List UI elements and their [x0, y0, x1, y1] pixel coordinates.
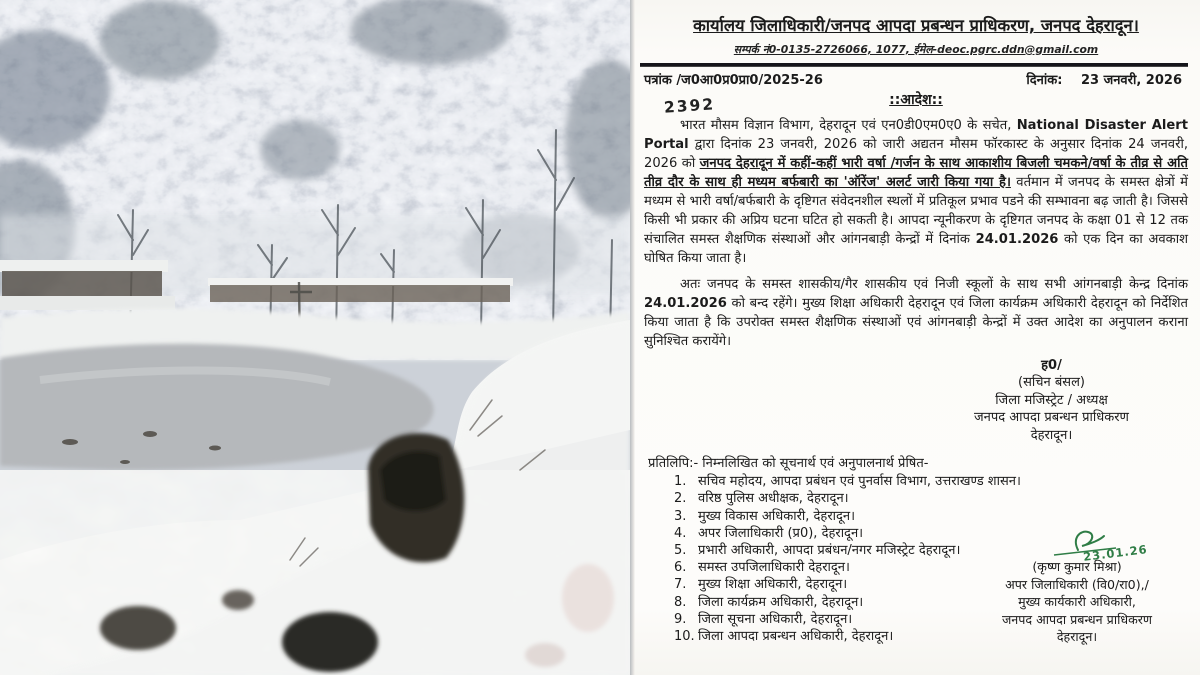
text-run: जनपद देहरादून में कहीं-कहीं भारी वर्षा /गर्जन के साथ आकाशीय बिजली चमकने/वर्षा के तीव्र से अति तीव्र दौर के साथ ही मध्यम बर्फबारी का 'ऑरेंज' अलर्ट जारी किया गया है। — [644, 155, 1188, 190]
copy-list-text: अपर जिलाधिकारी (प्र0), देहरादून। — [698, 525, 864, 541]
official-order-letter — [630, 0, 1200, 675]
letterhead-contact: सम्पर्क नं0-0135-2726066, 1077, ईमेल-deoc.pgrc.ddn@gmail.com — [733, 42, 1099, 56]
letter-date — [1026, 70, 1188, 88]
handwritten-date-green: 23.01.26 — [1082, 542, 1149, 564]
copy-list-number: 10. — [674, 628, 695, 644]
handwritten-dispatch-number: 2392 — [663, 95, 716, 117]
text-run: 24.01.2026 — [644, 295, 727, 311]
letter-number: पत्रांक /ज0आ0प्र0प्रा0/2025-26 — [644, 72, 823, 88]
copy-list-number: 7. — [674, 577, 687, 593]
reference-row — [644, 70, 1188, 88]
countersign-name: (कृष्ण कुमार मिश्रा) — [1032, 559, 1122, 574]
copy-list-text: समस्त उपजिलाधिकारी देहरादून। — [698, 560, 850, 576]
copy-list-number: 1. — [674, 474, 687, 490]
countersign-block — [968, 558, 1186, 646]
letterhead-rule — [640, 63, 1188, 67]
countersign-line-3: जनपद आपदा प्रबन्धन प्राधिकरण — [1001, 611, 1153, 627]
countersign-line-2: मुख्य कार्यकारी अधिकारी, — [1018, 594, 1136, 610]
text-run: को बन्द रहेंगे। मुख्य शिक्षा अधिकारी देहरादून एवं जिला कार्यक्रम अधिकारी देहरादून को निर्देशित किया जाता है कि उपरोक्त समस्त शैक्षणिक संस्थाओं एवं आंगनबाड़ी केन्द्रों में उक्त आदेश का अनुपालन कराना सुनिश्चित करायेंगे। — [644, 295, 1188, 349]
date-label: दिनांक: — [1026, 72, 1063, 88]
letterhead-title: कार्यालय जिलाधिकारी/जनपद आपदा प्रबन्धन प्राधिकरण, जनपद देहरादून। — [693, 16, 1139, 35]
copy-list-item — [674, 490, 1188, 507]
copy-list-number: 5. — [674, 542, 687, 558]
signatory-designation-1: जिला मजिस्ट्रेट / अध्यक्ष — [995, 392, 1108, 408]
copy-list-number: 8. — [674, 594, 687, 610]
order-heading: ::आदेश:: — [889, 91, 943, 108]
copy-list-item — [674, 473, 1188, 490]
copy-list-number: 9. — [674, 611, 687, 627]
signature-block — [939, 357, 1164, 445]
copy-list-text: वरिष्ठ पुलिस अधीक्षक, देहरादून। — [698, 491, 849, 507]
copy-list-text: प्रभारी अधिकारी, आपदा प्रबंधन/नगर मजिस्ट्रेट देहरादून। — [698, 542, 961, 558]
text-run: द्वारा दिनांक 23 जनवरी, 2026 को जारी अद्यतन मौसम फॉरकास्ट के अनुसार दिनांक 24 जनवरी, 2026 को — [644, 136, 1188, 171]
copy-list-number: 3. — [674, 508, 687, 524]
copy-heading: प्रतिलिपि:- निम्नलिखित को सूचनार्थ एवं अनुपालनार्थ प्रेषित- — [648, 456, 929, 472]
countersign-line-4: देहरादून। — [1056, 629, 1098, 645]
text-run: वर्तमान में जनपद के समस्त क्षेत्रों में मध्यम से भारी वर्षा/बर्फबारी के दृष्टिगत संवेदनशील स्थलों में प्रतिकूल प्रभाव पडने की सम्भावना बढ़ जाती है। जिससे किसी भी प्रकार की अप्रिय घटना घटित हो सकती है। आपदा न्यूनीकरण के दृष्टिगत जनपद के कक्षा 01 से 12 तक संचालित समस्त शैक्षणिक संस्थाओं और आंगनबाड़ी केन्द्रों में दिनांक — [644, 174, 1188, 247]
signature-hast: ह0/ — [1041, 357, 1062, 373]
order-paragraph-2 — [644, 275, 1188, 351]
text-run: 24.01.2026 — [975, 231, 1059, 247]
copy-list-text: सचिव महोदय, आपदा प्रबंधन एवं पुनर्वास विभाग, उत्तराखण्ड शासन। — [698, 474, 1021, 490]
countersign-line-1: अपर जिलाधिकारी (वि0/रा0),/ — [1005, 576, 1149, 592]
signatory-name: (सचिन बंसल) — [1018, 375, 1085, 391]
signatory-designation-2: जनपद आपदा प्रबन्धन प्राधिकरण — [974, 410, 1129, 426]
copy-list-text: मुख्य विकास अधिकारी, देहरादून। — [698, 508, 856, 524]
text-run: National Disaster Alert Portal — [644, 117, 1188, 152]
copy-list-text: जिला कार्यक्रम अधिकारी, देहरादून। — [698, 594, 864, 610]
text-run: अतः जनपद के समस्त शासकीय/गैर शासकीय एवं निजी स्कूलों के साथ सभी आंगनबाड़ी केन्द्र दिनांक — [680, 276, 1188, 292]
order-paragraph-1 — [644, 116, 1188, 268]
copy-list-number: 2. — [674, 491, 687, 507]
copy-list-text: मुख्य शिक्षा अधिकारी, देहरादून। — [698, 577, 848, 593]
copy-list-number: 6. — [674, 560, 687, 576]
text-run: को एक दिन का अवकाश घोषित किया जाता है। — [644, 231, 1188, 266]
copy-list-number: 4. — [674, 525, 687, 541]
copy-list-text: जिला सूचना अधिकारी, देहरादून। — [698, 611, 853, 627]
date-value: 23 जनवरी, 2026 — [1080, 72, 1182, 88]
copy-list-text: जिला आपदा प्रबन्धन अधिकारी, देहरादून। — [698, 628, 894, 644]
signatory-place: देहरादून। — [1030, 427, 1073, 443]
text-run: भारत मौसम विज्ञान विभाग, देहरादून एवं एन0डी0एम0ए0 के सचेत, — [680, 117, 1017, 133]
copy-list-item — [674, 508, 1188, 525]
